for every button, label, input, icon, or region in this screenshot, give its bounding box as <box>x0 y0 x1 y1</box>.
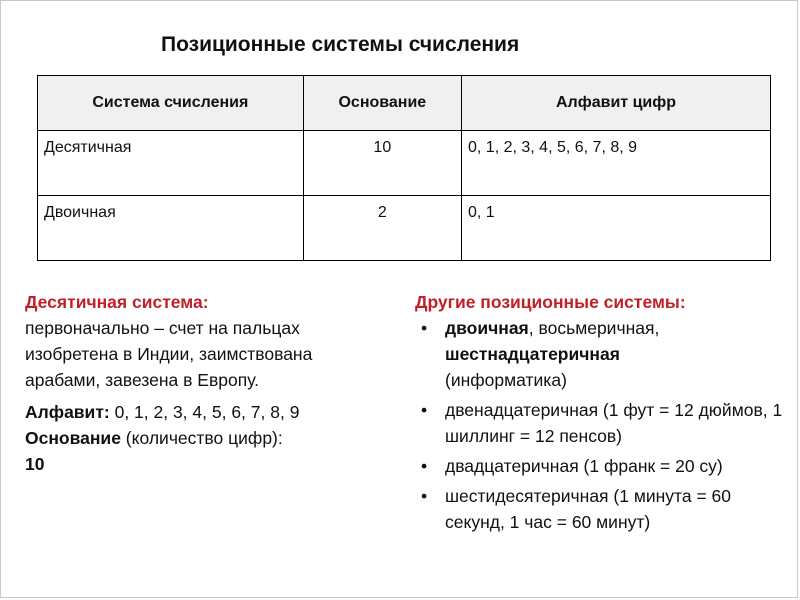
alphabet-label: Алфавит: <box>25 402 110 422</box>
decimal-system-description <box>25 289 377 483</box>
table-header-row <box>38 76 771 131</box>
base-note: (количество цифр): <box>120 428 283 448</box>
item-binary: двоичная <box>445 318 529 338</box>
list-item <box>415 453 785 479</box>
bullet-icon: • <box>421 400 428 420</box>
bullet-icon: • <box>421 456 428 476</box>
other-systems-list <box>415 289 785 539</box>
decimal-heading: Десятичная система: <box>25 292 209 312</box>
bullet-icon: • <box>421 486 428 506</box>
other-systems-heading: Другие позиционные системы: <box>415 292 686 312</box>
base-label: Основание <box>25 428 121 448</box>
decimal-intro: первоначально – счет на пальцах изобретена в Индии, заимствована арабами, завезена в Европу. <box>25 318 313 390</box>
item-sexagesimal: шестидесятеричная (1 минута = 60 секунд, 1 час = 60 минут) <box>445 486 731 532</box>
item-informatics: (информатика) <box>445 370 567 390</box>
item-vigesimal: двадцатеричная (1 франк = 20 су) <box>445 456 723 476</box>
base-value: 10 <box>25 454 45 474</box>
cell-base: 2 <box>303 196 461 261</box>
numeral-systems-table <box>37 75 771 261</box>
column-header-system: Система счисления <box>38 76 304 131</box>
list-item <box>415 315 785 393</box>
column-header-base: Основание <box>303 76 461 131</box>
table-row <box>38 131 771 196</box>
cell-alphabet: 0, 1 <box>462 196 771 261</box>
item-octal: , восьмеричная, <box>528 318 660 338</box>
alphabet-value: 0, 1, 2, 3, 4, 5, 6, 7, 8, 9 <box>109 402 300 422</box>
bullet-icon: • <box>421 318 428 338</box>
cell-system: Двоичная <box>38 196 304 261</box>
cell-base: 10 <box>303 131 461 196</box>
item-duodecimal: двенадцатеричная (1 фут = 12 дюймов, 1 шиллинг = 12 пенсов) <box>445 400 783 446</box>
table-row <box>38 196 771 261</box>
cell-system: Десятичная <box>38 131 304 196</box>
item-hexadecimal: шестнадцатеричная <box>445 344 620 364</box>
list-item <box>415 483 785 535</box>
column-header-alphabet: Алфавит цифр <box>462 76 771 131</box>
cell-alphabet: 0, 1, 2, 3, 4, 5, 6, 7, 8, 9 <box>462 131 771 196</box>
list-item <box>415 397 785 449</box>
page-title: Позиционные системы счисления <box>161 33 520 56</box>
